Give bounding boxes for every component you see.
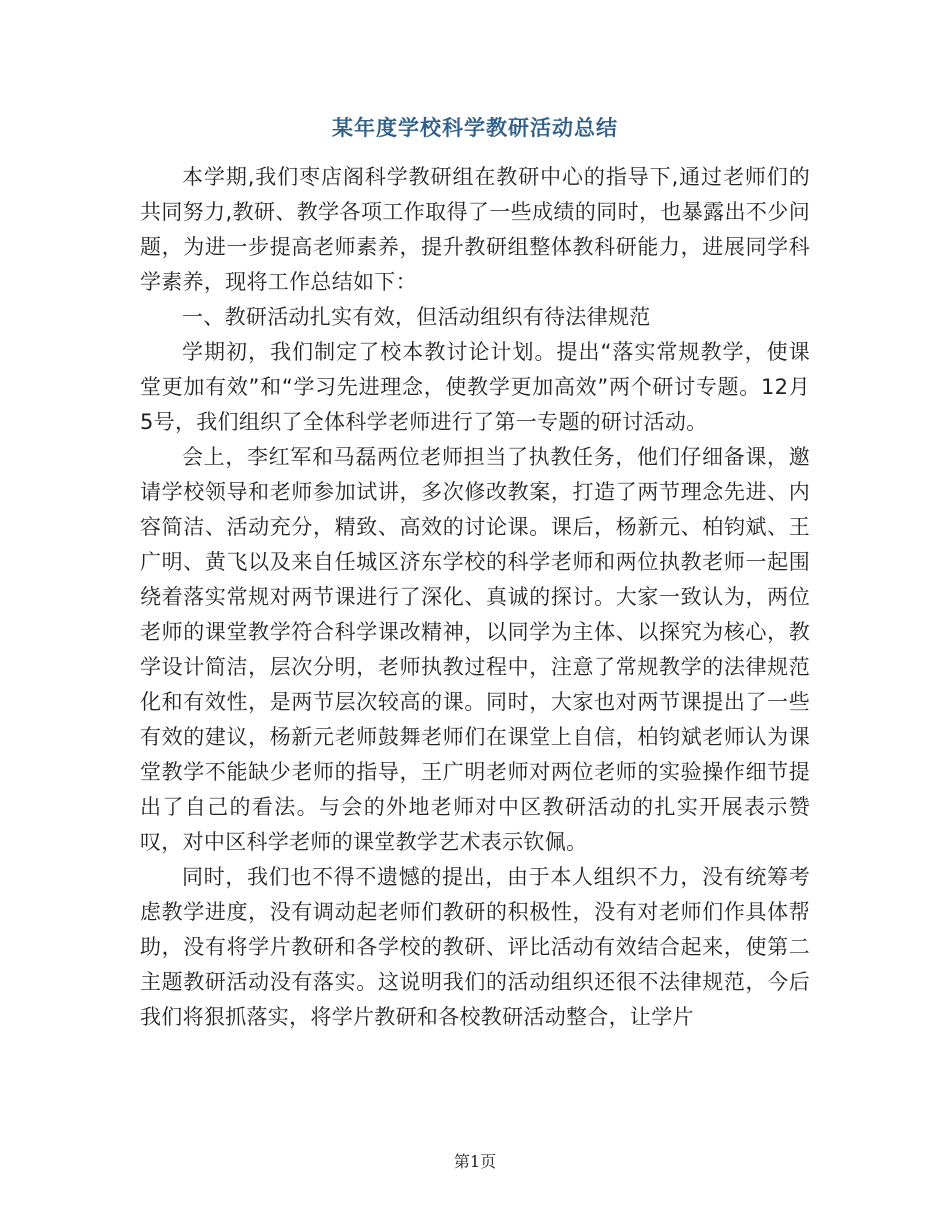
section-heading-1: 一、教研活动扎实有效，但活动组织有待法律规范 (182, 305, 651, 329)
paragraph-plan: 学期初，我们制定了校本教讨论计划。提出“落实常规教学，使课堂更加有效”和“学习先进理念，使教学更加高效”两个研讨专题。12月5号，我们组织了全体科学老师进行了第一专题的研讨活动。 (140, 340, 810, 434)
document-title: 某年度学校科学教研活动总结 (332, 115, 618, 140)
page-number: 第1页 (453, 1152, 497, 1171)
document-body (140, 160, 810, 1035)
paragraph-reflection: 同时，我们也不得不遗憾的提出，由于本人组织不力，没有统筹考虑教学进度，没有调动起老师们教研的积极性，没有对老师们作具体帮助，没有将学片教研和各学校的教研、评比活动有效结合起来，使第二主题教研活动没有落实。这说明我们的活动组织还很不法律规范，今后我们将狠抓落实，将学片教研和各校教研活动整合，让学片 (140, 865, 810, 1029)
paragraph-intro: 本学期,我们枣店阁科学教研组在教研中心的指导下,通过老师们的共同努力,教研、教学各项工作取得了一些成绩的同时，也暴露出不少问题，为进一步提高老师素养，提升教研组整体教科研能力，进展同学科学素养，现将工作总结如下： (140, 165, 810, 294)
paragraph-meeting: 会上，李红军和马磊两位老师担当了执教任务，他们仔细备课，邀请学校领导和老师参加试讲，多次修改教案，打造了两节理念先进、内容简洁、活动充分，精致、高效的讨论课。课后，杨新元、柏钧斌、王广明、黄飞以及来自任城区济东学校的科学老师和两位执教老师一起围绕着落实常规对两节课进行了深化、真诚的探讨。大家一致认为，两位老师的课堂教学符合科学课改精神，以同学为主体、以探究为核心，教学设计简洁，层次分明，老师执教过程中，注意了常规教学的法律规范化和有效性，是两节层次较高的课。同时，大家也对两节课提出了一些有效的建议，杨新元老师鼓舞老师们在课堂上自信，柏钧斌老师认为课堂教学不能缺少老师的指导，王广明老师对两位老师的实验操作细节提出了自己的看法。与会的外地老师对中区教研活动的扎实开展表示赞叹，对中区科学老师的课堂教学艺术表示钦佩。 (140, 445, 810, 854)
